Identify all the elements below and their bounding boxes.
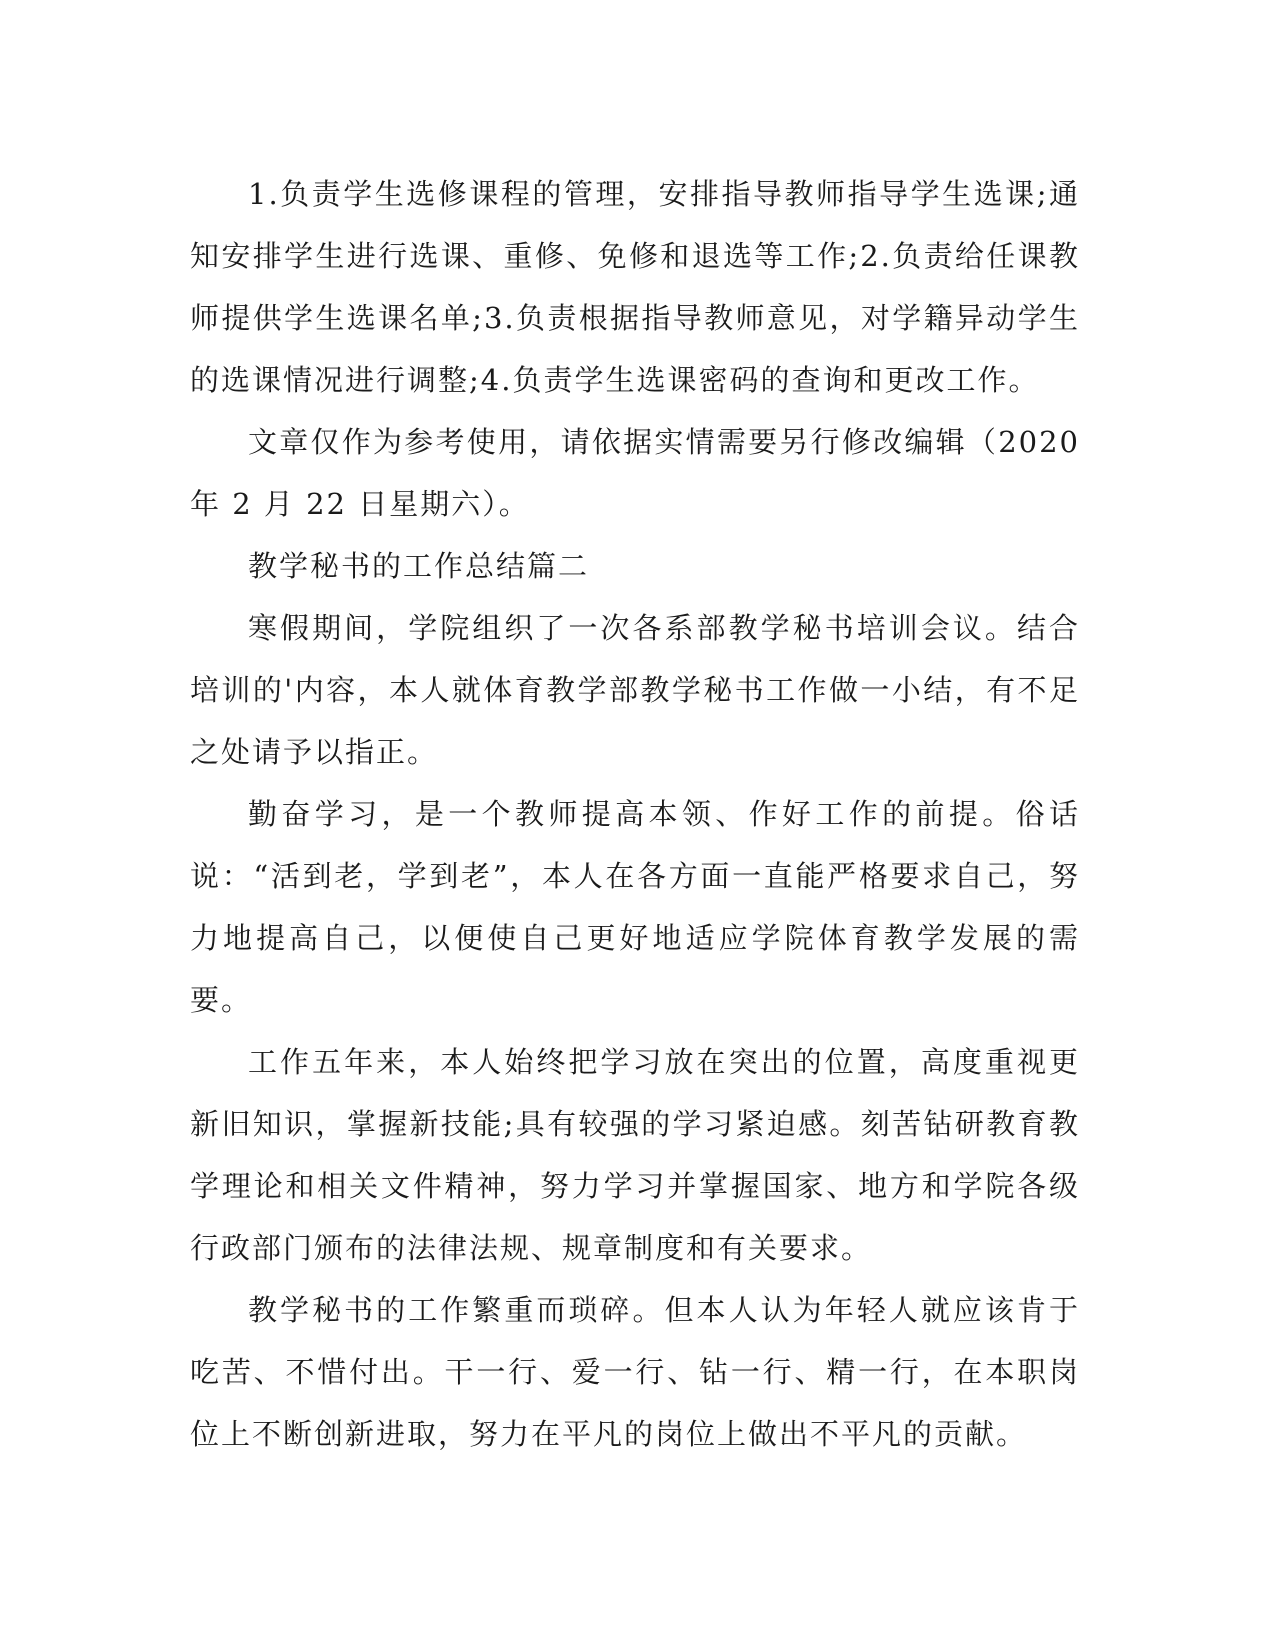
paragraph-study: 勤奋学习，是一个教师提高本领、作好工作的前提。俗话说：“活到老，学到老”，本人在各方面一直能严格要求自己，努力地提高自己，以便使自己更好地适应学院体育教学发展的需要。 (190, 797, 1080, 1017)
paragraph-intro: 寒假期间，学院组织了一次各系部教学秘书培训会议。结合培训的'内容，本人就体育教学部教学秘书工作做一小结，有不足之处请予以指正。 (190, 611, 1080, 769)
paragraph-note: 文章仅作为参考使用，请依据实情需要另行修改编辑（2020 年 2 月 22 日星期六）。 (190, 425, 1080, 521)
section-heading: 教学秘书的工作总结篇二 (248, 549, 590, 583)
paragraph-work-attitude: 教学秘书的工作繁重而琐碎。但本人认为年轻人就应该肯于吃苦、不惜付出。干一行、爱一行、钻一行、精一行，在本职岗位上不断创新进取，努力在平凡的岗位上做出不平凡的贡献。 (190, 1293, 1080, 1451)
document-body (190, 163, 1080, 1465)
paragraph-duties: 1.负责学生选修课程的管理，安排指导教师指导学生选课;通知安排学生进行选课、重修、免修和退选等工作;2.负责给任课教师提供学生选课名单;3.负责根据指导教师意见，对学籍异动学生的选课情况进行调整;4.负责学生选课密码的查询和更改工作。 (190, 177, 1080, 397)
paragraph-five-years: 工作五年来，本人始终把学习放在突出的位置，高度重视更新旧知识，掌握新技能;具有较强的学习紧迫感。刻苦钻研教育教学理论和相关文件精神，努力学习并掌握国家、地方和学院各级行政部门颁布的法律法规、规章制度和有关要求。 (190, 1045, 1080, 1265)
